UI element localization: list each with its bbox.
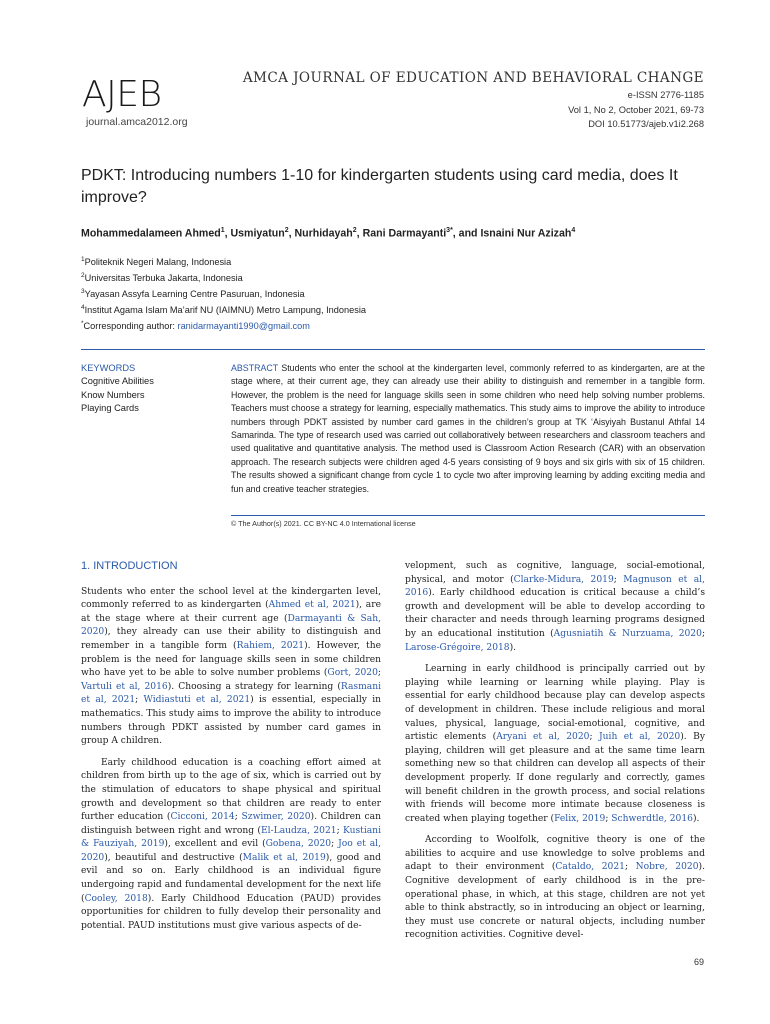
abstract-block bbox=[231, 362, 705, 496]
body-text: ) is essential, especially in mathematics. This study aims to improve the ability to introduce numbers through PDKT assisted by number card games in group A children. bbox=[81, 695, 381, 747]
citation-link[interactable]: Gobena, 2020 bbox=[265, 839, 332, 850]
divider bbox=[231, 515, 705, 516]
citation-link[interactable]: Felix, 2019 bbox=[554, 813, 606, 824]
citation-link[interactable]: Gort, 2020 bbox=[327, 668, 378, 679]
body-column-right bbox=[405, 560, 705, 943]
citation-link[interactable]: Rahiem, 2021 bbox=[236, 640, 305, 651]
author-affiliation-mark: 2 bbox=[284, 227, 289, 234]
journal-volume: Vol 1, No 2, October 2021, 69-73 bbox=[568, 104, 704, 115]
author-list bbox=[81, 227, 575, 240]
body-text: ; bbox=[377, 668, 381, 679]
body-text: ; bbox=[701, 628, 706, 639]
author-separator: , bbox=[224, 227, 231, 240]
citation-link[interactable]: Schwerdtle, 2016 bbox=[611, 813, 693, 824]
keywords-list bbox=[81, 375, 201, 415]
corresponding-mark: * bbox=[81, 320, 84, 328]
author-name: Isnaini Nur Azizah bbox=[480, 227, 572, 240]
body-text: ), good and evil and so on. Early childhood is an individual figure undergoing rapid and fundamental development for the next life ( bbox=[81, 852, 381, 904]
citation-link[interactable]: Juih et al, 2020 bbox=[598, 732, 681, 743]
body-text: ). Early childhood education is critical because a child’s growth and development will be able to develop according to their character and needs through learning programs designed by an educational institution ( bbox=[405, 588, 705, 639]
author-affiliation-mark: 1 bbox=[220, 227, 225, 234]
body-text: Students who enter the school level at the kindergarten level, commonly referred to as kindergarten ( bbox=[81, 586, 381, 611]
body-text: ), excellent and evil ( bbox=[164, 839, 266, 850]
citation-link[interactable]: Darmayanti & Sah, 2020 bbox=[81, 613, 381, 638]
journal-title: AMCA JOURNAL OF EDUCATION AND BEHAVIORAL CHANGE bbox=[242, 70, 704, 86]
journal-doi: DOI 10.51773/ajeb.v1i2.268 bbox=[588, 119, 704, 129]
body-text: ; bbox=[613, 574, 624, 585]
body-text: Learning in early childhood is principally carried out by playing while learning or learning while playing. Play is essential for early childhood because play can develop aspects of development in children. These include religious and moral values, physical, language, social-emotional, cognitive, and artistic elements ( bbox=[405, 664, 705, 743]
keywords-block bbox=[81, 362, 201, 416]
citation-link[interactable]: Vartuli et al, 2016 bbox=[81, 681, 168, 692]
affiliation-item bbox=[81, 285, 366, 301]
affiliation-text: Politeknik Negeri Malang, Indonesia bbox=[84, 257, 232, 268]
body-text: ). Choosing a strategy for learning ( bbox=[167, 681, 341, 692]
citation-link[interactable]: Szwimer, 2020 bbox=[241, 812, 311, 823]
body-text: ), beautiful and destructive ( bbox=[104, 852, 243, 863]
citation-link[interactable]: Agusniatih & Nurzuama, 2020 bbox=[553, 628, 702, 639]
citation-link[interactable]: Joo et al, 2020 bbox=[81, 839, 381, 863]
body-text: ). bbox=[692, 813, 700, 824]
affiliation-mark: 3 bbox=[81, 288, 85, 296]
body-text: ), they already can use their ability to distinguish and remember in a tangible form ( bbox=[81, 627, 381, 651]
citation-link[interactable]: Aryani et al, 2020 bbox=[496, 732, 590, 743]
page-number: 69 bbox=[693, 957, 704, 967]
citation-link[interactable]: Cicconi, 2014 bbox=[170, 812, 235, 823]
journal-logo bbox=[82, 76, 188, 128]
abstract-text: Students who enter the school at the kindergarten level, commonly referred to as kindergarten, are at the stage where, at their current age, they can already use their ability to distinguish and remember in a tangible form. However, the problem is the need for language skills seen in some children who need help solving number problems. Teachers must choose a strategy for learning, especially mathematics. This study aims to improve the ability to introduce numbers through PDKT assisted by number card games in the children’s group at TK ‘Aisyiyah Bustanul Athfal 14 Samarinda. The type of research used was carried out collaboratively between researchers and classroom teachers and used qualitative and quantitative analysis. The method used is Classroom Action Research (CAR) with an observation approach. The research subjects were children aged 4-5 years consisting of 9 boys and six girls with six of 15 children. The results showed a significant change from cycle 1 to cycle two after improving learning by adding exciting media and fun and creative teacher strategies. bbox=[231, 363, 705, 494]
body-text: ). bbox=[509, 642, 517, 653]
author-affiliation-mark: 3* bbox=[446, 227, 453, 234]
author-name: Usmiyatun bbox=[230, 227, 285, 240]
body-text: ). Early Childhood Education (PAUD) provides opportunities for children to fully develop their personality and potential. PAUD institutions must give various aspects of de- bbox=[81, 893, 381, 931]
body-text: ), are at the stage where at their current age ( bbox=[81, 600, 381, 624]
body-column-left bbox=[81, 560, 381, 933]
body-text: ; bbox=[135, 695, 144, 706]
journal-site: journal.amca2012.org bbox=[86, 116, 188, 128]
body-paragraph bbox=[81, 757, 381, 934]
abstract-heading: ABSTRACT bbox=[231, 363, 279, 373]
author-name: Rani Darmayanti bbox=[362, 227, 447, 240]
citation-link[interactable]: Cooley, 2018 bbox=[84, 893, 148, 904]
journal-abbreviation: AJEB bbox=[82, 74, 162, 115]
body-text: ; bbox=[589, 732, 599, 743]
citation-link[interactable]: Nobre, 2020 bbox=[635, 862, 699, 873]
citation-link[interactable]: Rasmani et al, 2021 bbox=[81, 681, 381, 706]
corresponding-author bbox=[81, 317, 366, 333]
body-paragraph bbox=[81, 586, 381, 749]
body-text: ). However, the problem is the need for language skills seen in some children who have yet to be able to solve number problems ( bbox=[81, 640, 381, 679]
citation-link[interactable]: Magnuson et al, 2016 bbox=[405, 574, 705, 599]
author-name: Mohammedalameen Ahmed bbox=[81, 227, 221, 240]
affiliation-item bbox=[81, 301, 366, 317]
affiliation-item bbox=[81, 269, 366, 285]
citation-link[interactable]: Clarke-Midura, 2019 bbox=[513, 574, 614, 585]
body-paragraph bbox=[405, 560, 705, 655]
keyword-item: Cognitive Abilities bbox=[81, 376, 154, 387]
body-text: ; bbox=[336, 825, 343, 836]
section-heading: 1. INTRODUCTION bbox=[81, 560, 178, 572]
affiliation-text: Institut Agama Islam Ma’arif NU (IAIMNU) Metro Lampung, Indonesia bbox=[84, 305, 366, 316]
body-text: ; bbox=[605, 813, 612, 824]
affiliation-mark: 1 bbox=[81, 256, 85, 263]
license-note: © The Author(s) 2021. CC BY-NC 4.0 International license bbox=[231, 519, 416, 528]
affiliation-list bbox=[81, 253, 366, 333]
journal-eissn: e-ISSN 2776-1185 bbox=[627, 90, 704, 100]
affiliation-text: Universitas Terbuka Jakarta, Indonesia bbox=[84, 273, 243, 284]
author-affiliation-mark: 4 bbox=[571, 227, 576, 234]
citation-link[interactable]: Cataldo, 2021 bbox=[555, 862, 625, 873]
affiliation-text: Yayasan Assyfa Learning Centre Pasuruan, Indonesia bbox=[84, 289, 305, 300]
divider bbox=[81, 349, 705, 350]
paper-title: PDKT: Introducing numbers 1-10 for kindergarten students using card media, does It improve? bbox=[81, 167, 678, 206]
body-text: ; bbox=[331, 839, 339, 850]
body-text: ). By playing, children will get pleasure and at the same time learn something new so that children can develop all aspects of their development properly. If done regularly and correctly, games will benefit children in the growth process, and social relations with friends will become more intimate because closeness is created when playing together ( bbox=[405, 732, 705, 824]
citation-link[interactable]: Kustiani & Fauziyah, 2019 bbox=[81, 825, 381, 850]
author-separator: , and bbox=[452, 227, 481, 240]
affiliation-item bbox=[81, 253, 366, 269]
body-text: ; bbox=[234, 812, 242, 823]
citation-link[interactable]: Widiastuti et al, 2021 bbox=[143, 695, 251, 706]
body-text: ; bbox=[624, 862, 636, 873]
citation-link[interactable]: Larose-Grégoire, 2018 bbox=[405, 642, 510, 653]
body-text: Early childhood education is a coaching effort aimed at children from birth up to the age of six, which is carried out by the stimulation of educators to shape physical and spiritual growth and development so that children are ready to enter further education ( bbox=[81, 757, 381, 823]
author-name: Nurhidayah bbox=[294, 227, 353, 240]
body-text: ). Cognitive development of early childhood is in the pre-operational phase, in which, at this stage, children are not yet able to think abstractly, so in introducing an object or learning, they must use concrete or natural objects, including number recognition activities. Cognitive devel- bbox=[405, 862, 705, 941]
corresponding-label: Corresponding author: bbox=[83, 321, 178, 332]
citation-link[interactable]: El-Laudza, 2021 bbox=[260, 825, 337, 836]
body-text: According to Woolfolk, cognitive theory is one of the abilities to acquire and use knowledge to solve problems and adapt to their environment ( bbox=[405, 835, 705, 873]
keyword-item: Playing Cards bbox=[81, 403, 139, 414]
author-separator: , bbox=[356, 227, 363, 240]
body-paragraph bbox=[405, 663, 705, 826]
author-separator: , bbox=[288, 227, 295, 240]
body-paragraph bbox=[405, 834, 705, 943]
author-affiliation-mark: 2 bbox=[352, 227, 357, 234]
citation-link[interactable]: Ahmed et al, 2021 bbox=[268, 600, 356, 611]
body-text: velopment, such as cognitive, language, social-emotional, physical, and motor ( bbox=[405, 561, 705, 585]
keywords-heading: KEYWORDS bbox=[81, 363, 136, 373]
body-text: ). Children can distinguish between right and wrong ( bbox=[81, 812, 381, 836]
affiliation-mark: 2 bbox=[81, 272, 85, 280]
affiliation-mark: 4 bbox=[81, 304, 85, 312]
journal-meta bbox=[568, 88, 704, 132]
corresponding-email-link[interactable]: ranidarmayanti1990@gmail.com bbox=[177, 321, 310, 332]
keyword-item: Know Numbers bbox=[81, 389, 145, 400]
citation-link[interactable]: Malik et al, 2019 bbox=[242, 852, 326, 863]
